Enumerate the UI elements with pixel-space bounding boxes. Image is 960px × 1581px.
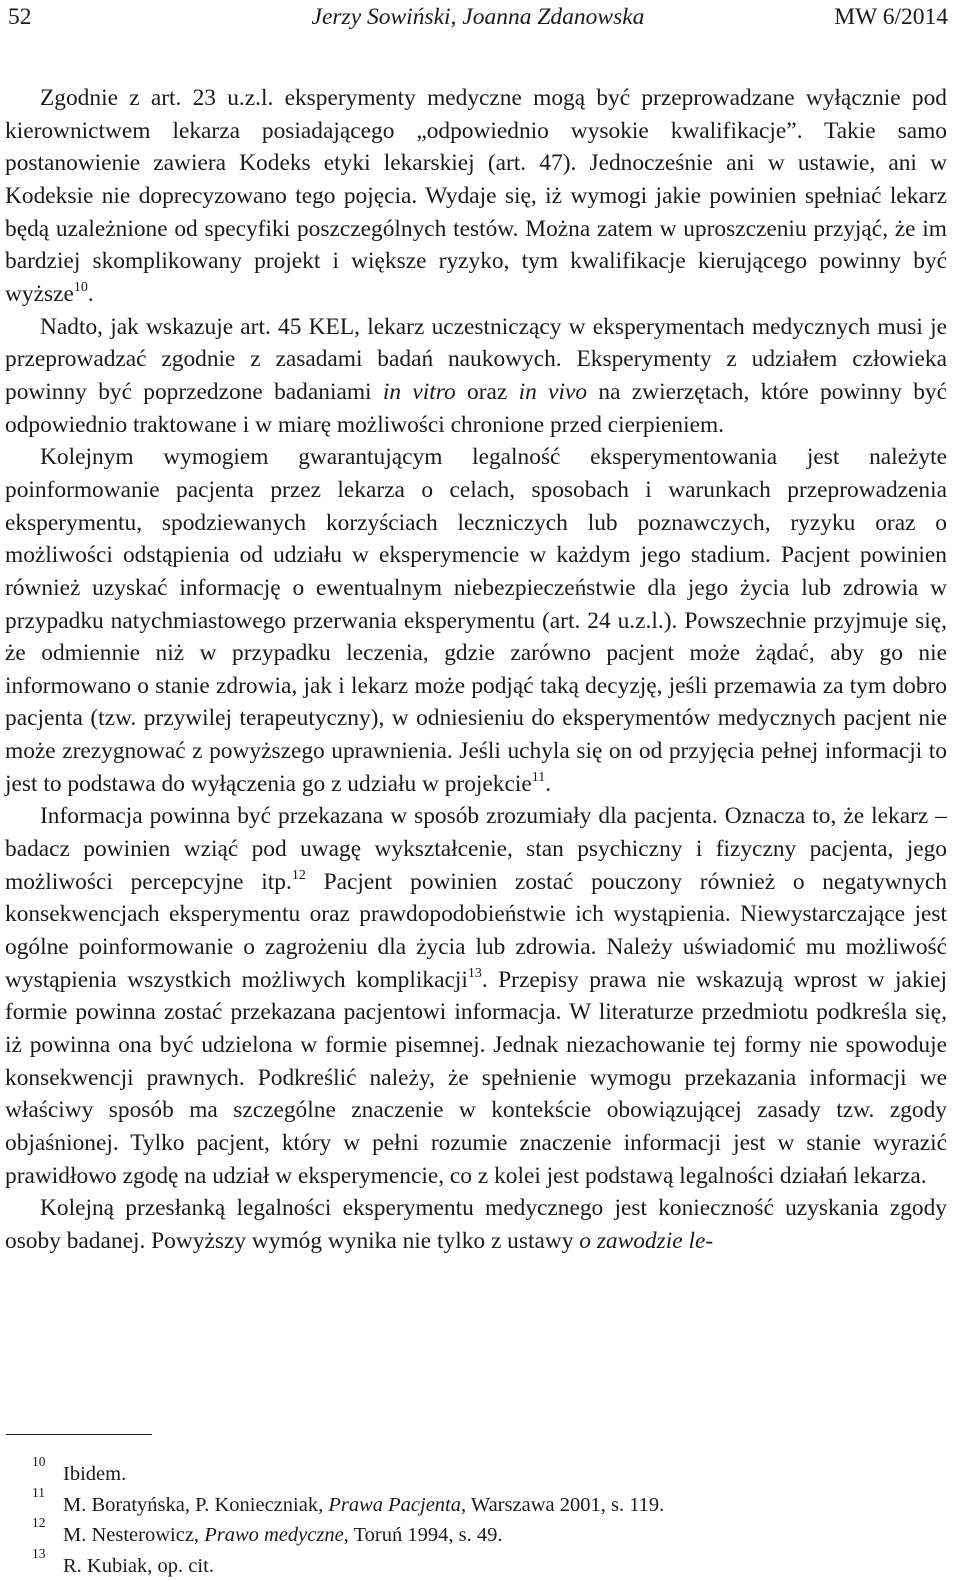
running-header xyxy=(8,2,948,36)
footnote-number: 12 xyxy=(32,1513,46,1533)
italic-law-title: o zawodzie le- xyxy=(579,1228,713,1254)
running-header-journal: MW 6/2014 xyxy=(834,2,948,32)
paragraph-1-end: . xyxy=(88,281,94,307)
footnote-text-end: , Warszawa 2001, s. 119. xyxy=(461,1494,664,1516)
footnote-text-start: Ibidem. xyxy=(63,1463,126,1485)
paragraph-4-text-c: . Przepisy prawa nie wskazują wprost w jakiej formie powinna zostać przekazana pacjentowi informacja. W literaturze przedmiotu podkreśla się, iż powinna ona być udzielona w formie pisemnej. Jednak niezachowanie tej formy nie spowoduje konsekwencji prawnych. Podkreślić należy, że spełnienie wymogu przekazania informacji we właściwy sposób ma szczególne znaczenie w kontekście obowiązującej zasady tzw. zgody objaśnionej. Tylko pacjent, który w pełni rozumie znaczenie informacji jest w stanie wyrazić prawidłowo zgodę na udział w eksperymencie, co z kolei jest podstawą legalności działań lekarza. xyxy=(5,967,947,1189)
footnote-ref-10: 10 xyxy=(74,280,88,295)
footnote-title: Prawa Pacjenta xyxy=(328,1494,461,1516)
main-text xyxy=(5,82,947,1258)
footnote-number: 13 xyxy=(32,1544,46,1564)
footnote-number: 11 xyxy=(32,1483,45,1503)
paragraph-1 xyxy=(5,82,947,311)
footnote-text-start: R. Kubiak, op. cit. xyxy=(63,1555,214,1577)
italic-in-vivo: in vivo xyxy=(519,379,587,405)
paragraph-3-end: . xyxy=(545,771,551,797)
footnote-ref-13: 13 xyxy=(468,966,482,981)
paragraph-4-text-b: Pacjent powinien zostać pouczony również o negatywnych konsekwencjach eksperymentu oraz prawdopodobieństwie ich wystąpienia. Niewystarczające jest ogólne poinformowanie o zagrożeniu dla życia lub zdrowia. Należy uświadomić mu możliwość wystąpienia wszystkich możliwych komplikacji xyxy=(5,869,947,993)
footnote-text xyxy=(63,1551,214,1581)
paragraph-1-text: Zgodnie z art. 23 u.z.l. eksperymenty medyczne mogą być przeprowadzane wyłącznie pod kierownictwem lekarza posiadającego „odpowiednio wysokie kwalifikacje”. Takie samo postanowienie zawiera Kodeks etyki lekarskiej (art. 47). Jednocześnie ani w ustawie, ani w Kodeksie nie doprecyzowano tego pojęcia. Wydaje się, iż wymogi jakie powinien spełniać lekarz będą uzależnione od specyfiki poszczególnych testów. Można zatem w uproszczeniu przyjąć, że im bardziej skomplikowany projekt i większe ryzyko, tym kwalifikacje kierującego powinny być wyższe xyxy=(5,85,947,307)
paragraph-2 xyxy=(5,311,947,442)
paragraph-3 xyxy=(5,441,947,800)
footnote-10 xyxy=(6,1459,946,1490)
footnote-title: Prawo medyczne xyxy=(204,1524,343,1546)
footnotes xyxy=(6,1459,946,1581)
footnote-13 xyxy=(6,1551,946,1581)
page-number: 52 xyxy=(8,2,32,32)
paragraph-3-text: Kolejnym wymogiem gwarantującym legalność eksperymentowania jest należyte poinformowanie pacjenta przez lekarza o celach, sposobach i warunkach przeprowadzenia eksperymentu, spodziewanych korzyściach leczniczych lub poznawczych, ryzyku oraz o możliwości odstąpienia od udziału w eksperymencie w każdym jego stadium. Pacjent powinien również uzyskać informację o ewentualnym niebezpieczeństwie dla jego życia lub zdrowia w przypadku natychmiastowego przerwania eksperymentu (art. 24 u.z.l.). Powszechnie przyjmuje się, że odmiennie niż w przypadku leczenia, gdzie zarówno pacjent może żądać, aby go nie informowano o stanie zdrowia, jak i lekarz może podjąć taką decyzję, jeśli przemawia za tym dobro pacjenta (tzw. przywilej terapeutyczny), w odniesieniu do eksperymentów medycznych pacjent nie może zrezygnować z powyższego uprawnienia. Jeśli uchyla się on od przyjęcia pełnej informacji to jest to podstawa do wyłączenia go z udziału w projekcie xyxy=(5,444,947,797)
paragraph-4-text-a: Informacja powinna być przekazana w sposób zrozumiały dla pacjenta. Oznacza to, że lekarz – badacz powinien wziąć pod uwagę wykształcenie, stan psychiczny i fizyczny pacjenta, jego możliwości percepcyjne itp. xyxy=(5,803,947,894)
footnote-number: 10 xyxy=(32,1452,46,1472)
footnote-separator xyxy=(6,1434,152,1435)
footnote-11 xyxy=(6,1490,946,1521)
paragraph-4 xyxy=(5,800,947,1192)
footnote-ref-12: 12 xyxy=(292,868,306,883)
footnote-text xyxy=(63,1490,664,1521)
paragraph-2-text-b: oraz xyxy=(456,379,519,405)
footnote-12 xyxy=(6,1520,946,1551)
paragraph-2-text-a: Nadto, jak wskazuje art. 45 KEL, lekarz uczestniczący w eksperymentach medycznych musi je przeprowadzać zgodnie z zasadami badań naukowych. Eksperymenty z udziałem człowieka powinny być poprzedzone badaniami xyxy=(5,314,947,405)
paragraph-5 xyxy=(5,1192,947,1257)
footnote-text-end: , Toruń 1994, s. 49. xyxy=(344,1524,503,1546)
running-header-authors: Jerzy Sowiński, Joanna Zdanowska xyxy=(8,2,948,32)
footnote-text-start: M. Nesterowicz, xyxy=(63,1524,204,1546)
footnote-text-start: M. Boratyńska, P. Konieczniak, xyxy=(63,1494,328,1516)
paragraph-5-text: Kolejną przesłanką legalności eksperymentu medycznego jest konieczność uzyskania zgody osoby badanej. Powyższy wymóg wynika nie tylko z ustawy xyxy=(5,1195,947,1254)
footnote-ref-11: 11 xyxy=(532,770,545,785)
footnote-text xyxy=(63,1459,126,1490)
italic-in-vitro: in vitro xyxy=(383,379,456,405)
paragraph-2-text-c: na zwierzętach, które powinny być odpowiednio traktowane i w miarę możliwości chronione przed cierpieniem. xyxy=(5,379,947,438)
footnote-text xyxy=(63,1520,502,1551)
